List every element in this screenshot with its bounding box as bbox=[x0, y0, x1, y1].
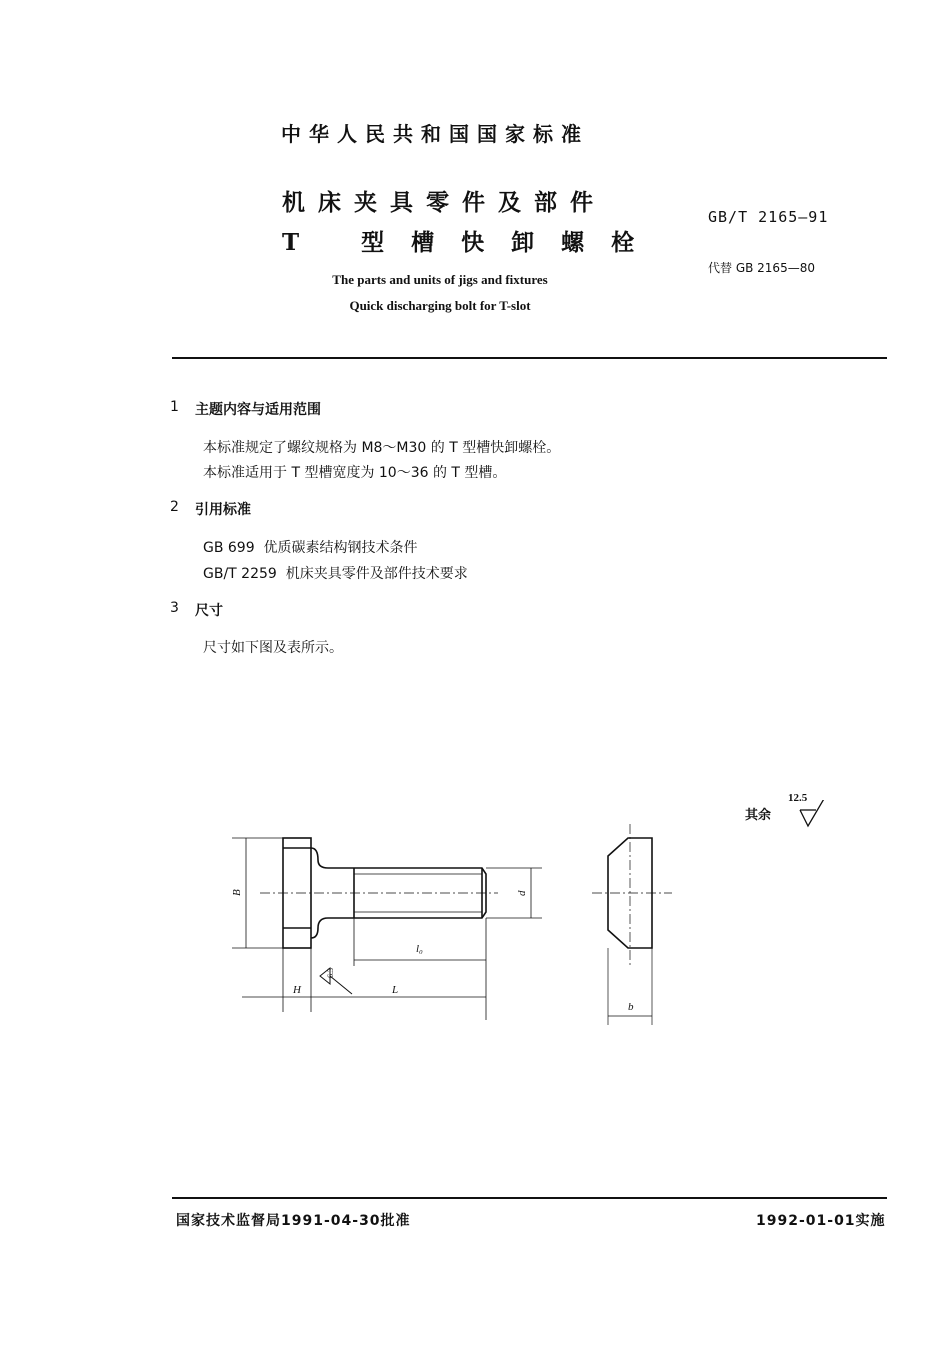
section-1-number: 1 bbox=[170, 399, 179, 415]
bolt-drawing bbox=[220, 800, 860, 1040]
roughness-value: 12.5 bbox=[788, 792, 808, 804]
effective-date: 1992-01-01实施 bbox=[756, 1213, 886, 1229]
section-1-paragraph-2: 本标准适用于 T 型槽宽度为 10～36 的 T 型槽。 bbox=[203, 465, 507, 481]
section-1-title: 主题内容与适用范围 bbox=[195, 402, 321, 418]
title-line-2: T 型槽快卸螺栓 bbox=[282, 229, 662, 256]
header-rule bbox=[172, 357, 887, 359]
section-2-title: 引用标准 bbox=[195, 502, 251, 518]
dim-L-label: L bbox=[392, 984, 399, 996]
section-2-number: 2 bbox=[170, 499, 179, 515]
reference-standard-2: GB/T 2259 机床夹具零件及部件技术要求 bbox=[203, 566, 468, 582]
dim-B-label: B bbox=[231, 889, 243, 896]
roughness-label: 其余 bbox=[745, 808, 772, 823]
local-roughness-value: 6.3 bbox=[326, 968, 335, 978]
replaces-note: 代替 GB 2165—80 bbox=[708, 261, 815, 275]
title-line-1: 机床夹具零件及部件 bbox=[282, 189, 606, 216]
section-3-title: 尺寸 bbox=[195, 603, 223, 619]
english-title-line-1: The parts and units of jigs and fixtures bbox=[332, 272, 548, 287]
standard-code: GB/T 2165—91 bbox=[708, 208, 829, 226]
section-3-number: 3 bbox=[170, 600, 179, 616]
standard-organization: 中华人民共和国国家标准 bbox=[281, 122, 589, 146]
roughness-symbol-icon bbox=[800, 800, 828, 826]
dim-H-label: H bbox=[293, 984, 301, 996]
dim-d-label: d bbox=[516, 890, 528, 896]
dim-l0-label: l₀ bbox=[416, 943, 423, 955]
english-title-line-2: Quick discharging bolt for T-slot bbox=[349, 298, 531, 313]
section-1-paragraph-1: 本标准规定了螺纹规格为 M8～M30 的 T 型槽快卸螺栓。 bbox=[203, 440, 561, 456]
footer-rule bbox=[172, 1197, 887, 1199]
reference-standard-1: GB 699 优质碳素结构钢技术条件 bbox=[203, 540, 418, 556]
bolt-front-view bbox=[283, 838, 486, 948]
dim-b-label: b bbox=[628, 1001, 634, 1013]
local-roughness-icon bbox=[320, 968, 352, 994]
section-3-paragraph: 尺寸如下图及表所示。 bbox=[203, 640, 343, 656]
approval-date: 国家技术监督局1991-04-30批准 bbox=[176, 1213, 411, 1229]
